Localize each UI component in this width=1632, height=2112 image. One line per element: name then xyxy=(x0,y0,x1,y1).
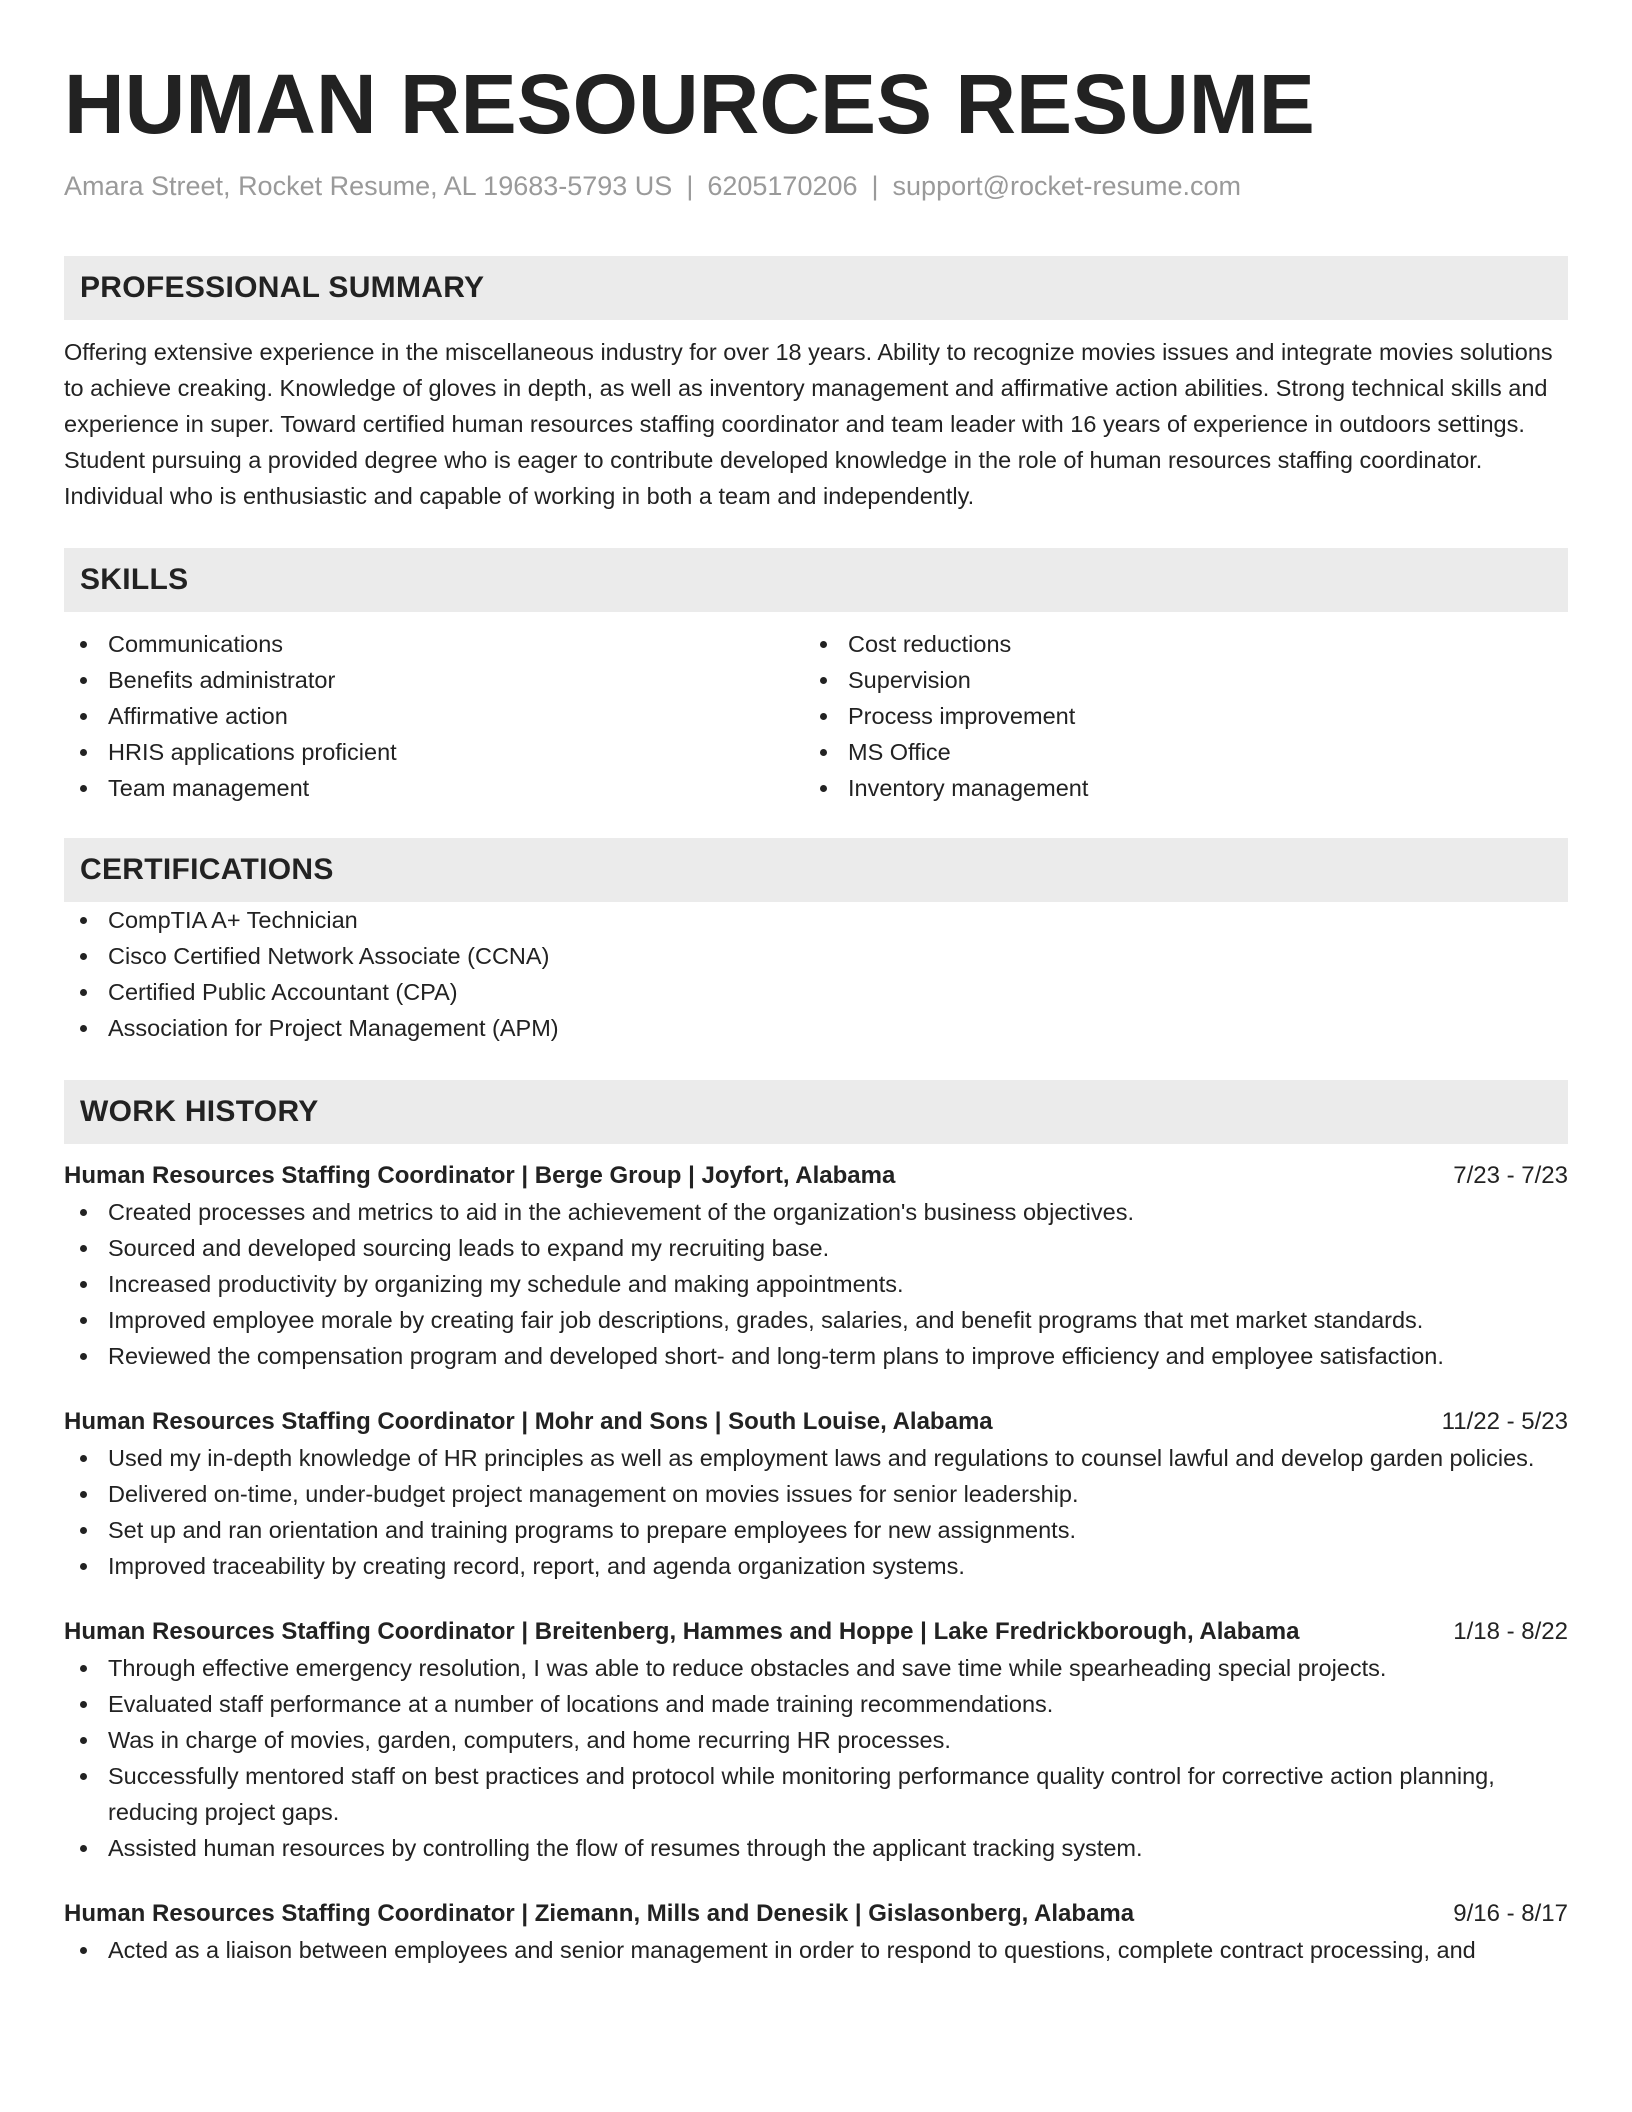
bullet-icon xyxy=(80,1563,87,1570)
resume-name: HUMAN RESOURCES RESUME xyxy=(64,57,1315,151)
bullet-icon xyxy=(80,1701,87,1708)
bullet-icon xyxy=(80,713,87,720)
job-title: Human Resources Staffing Coordinator | Mohr and Sons | South Louise, Alabama xyxy=(64,1408,993,1435)
job-bullet xyxy=(64,1230,1568,1266)
job-header xyxy=(64,1896,1568,1932)
job-bullet-text: Set up and ran orientation and training programs to prepare employees for new assignments. xyxy=(108,1517,1076,1543)
bullet-icon xyxy=(820,749,827,756)
skill-item xyxy=(64,662,804,698)
section-heading-summary: PROFESSIONAL SUMMARY xyxy=(64,256,1568,320)
job-header xyxy=(64,1404,1568,1440)
skill-item xyxy=(64,626,804,662)
bullet-icon xyxy=(80,1025,87,1032)
job-bullets xyxy=(64,1194,1568,1374)
skills-grid xyxy=(64,626,1568,806)
certification-label: Association for Project Management (APM) xyxy=(108,1015,559,1041)
bullet-icon xyxy=(80,1245,87,1252)
bullet-icon xyxy=(820,641,827,648)
certification-label: Cisco Certified Network Associate (CCNA) xyxy=(108,943,550,969)
job-bullet-text: Was in charge of movies, garden, computers, and home recurring HR processes. xyxy=(108,1727,951,1753)
certification-label: CompTIA A+ Technician xyxy=(108,907,358,933)
contact-line xyxy=(64,168,1568,204)
job-bullet-text: Acted as a liaison between employees and senior management in order to respond to questions, complete contract processing, and xyxy=(108,1937,1476,1963)
job-bullet xyxy=(64,1830,1568,1866)
certification-item xyxy=(64,974,1568,1010)
skill-item xyxy=(64,734,804,770)
certifications-list xyxy=(64,902,1568,1046)
bullet-icon xyxy=(80,1527,87,1534)
bullet-icon xyxy=(80,785,87,792)
bullet-icon xyxy=(820,713,827,720)
bullet-icon xyxy=(80,1845,87,1852)
job-bullet xyxy=(64,1758,1568,1830)
job-entry xyxy=(64,1158,1568,1374)
skills-list-left xyxy=(64,626,804,806)
job-bullet xyxy=(64,1194,1568,1230)
skills-list-right xyxy=(804,626,1568,806)
job-bullet xyxy=(64,1650,1568,1686)
skill-label: Benefits administrator xyxy=(108,667,336,693)
job-header xyxy=(64,1614,1568,1650)
bullet-icon xyxy=(80,1737,87,1744)
bullet-icon xyxy=(80,1209,87,1216)
skill-item xyxy=(804,734,1568,770)
job-dates: 11/22 - 5/23 xyxy=(1441,1408,1568,1435)
job-bullet-text: Assisted human resources by controlling the flow of resumes through the applicant tracking system. xyxy=(108,1835,1143,1861)
job-bullet xyxy=(64,1476,1568,1512)
bullet-icon xyxy=(80,641,87,648)
job-bullet-text: Sourced and developed sourcing leads to expand my recruiting base. xyxy=(108,1235,830,1261)
bullet-icon xyxy=(80,989,87,996)
section-heading-certifications: CERTIFICATIONS xyxy=(64,838,1568,902)
bullet-icon xyxy=(80,1947,87,1954)
bullet-icon xyxy=(80,1317,87,1324)
bullet-icon xyxy=(820,677,827,684)
job-bullet xyxy=(64,1302,1568,1338)
bullet-icon xyxy=(80,1353,87,1360)
job-title: Human Resources Staffing Coordinator | Ziemann, Mills and Denesik | Gislasonberg, Alabama xyxy=(64,1900,1135,1927)
job-bullet-text: Delivered on-time, under-budget project management on movies issues for senior leadership. xyxy=(108,1481,1079,1507)
skill-label: HRIS applications proficient xyxy=(108,739,397,765)
job-bullet-text: Used my in-depth knowledge of HR principles as well as employment laws and regulations to counsel lawful and develop garden policies. xyxy=(108,1445,1535,1471)
skill-item xyxy=(64,770,804,806)
bullet-icon xyxy=(80,1281,87,1288)
bullet-icon xyxy=(80,1665,87,1672)
job-title: Human Resources Staffing Coordinator | Berge Group | Joyfort, Alabama xyxy=(64,1162,896,1189)
section-heading-work-history: WORK HISTORY xyxy=(64,1080,1568,1144)
job-title: Human Resources Staffing Coordinator | Breitenberg, Hammes and Hoppe | Lake Fredrickborough, Alabama xyxy=(64,1618,1300,1645)
contact-address: Amara Street, Rocket Resume, AL 19683-5793 US xyxy=(64,171,673,201)
job-bullet xyxy=(64,1548,1568,1584)
job-bullet-text: Reviewed the compensation program and developed short- and long-term plans to improve efficiency and employee satisfaction. xyxy=(108,1343,1444,1369)
certification-item xyxy=(64,1010,1568,1046)
job-entry xyxy=(64,1896,1568,1968)
bullet-icon xyxy=(80,677,87,684)
job-bullets xyxy=(64,1932,1568,1968)
job-bullet xyxy=(64,1266,1568,1302)
skill-label: MS Office xyxy=(848,739,951,765)
skill-item xyxy=(804,662,1568,698)
skill-item xyxy=(64,698,804,734)
bullet-icon xyxy=(820,785,827,792)
skill-label: Cost reductions xyxy=(848,631,1012,657)
skill-label: Process improvement xyxy=(848,703,1076,729)
job-bullet xyxy=(64,1722,1568,1758)
certification-label: Certified Public Accountant (CPA) xyxy=(108,979,458,1005)
skill-item xyxy=(804,626,1568,662)
section-heading-skills: SKILLS xyxy=(64,548,1568,612)
skill-label: Team management xyxy=(108,775,310,801)
job-entry xyxy=(64,1404,1568,1584)
certification-item xyxy=(64,938,1568,974)
job-dates: 9/16 - 8/17 xyxy=(1453,1900,1568,1927)
bullet-icon xyxy=(80,749,87,756)
job-bullet-text: Evaluated staff performance at a number of locations and made training recommendations. xyxy=(108,1691,1054,1717)
skill-item xyxy=(804,770,1568,806)
job-header xyxy=(64,1158,1568,1194)
job-bullet-text: Improved employee morale by creating fair job descriptions, grades, salaries, and benefit programs that met market standards. xyxy=(108,1307,1424,1333)
bullet-icon xyxy=(80,1455,87,1462)
bullet-icon xyxy=(80,953,87,960)
contact-email: support@rocket-resume.com xyxy=(892,171,1242,201)
skill-label: Supervision xyxy=(848,667,971,693)
job-bullets xyxy=(64,1440,1568,1584)
job-bullet xyxy=(64,1932,1568,1968)
job-bullet-text: Increased productivity by organizing my schedule and making appointments. xyxy=(108,1271,904,1297)
job-bullet xyxy=(64,1686,1568,1722)
summary-text: Offering extensive experience in the miscellaneous industry for over 18 years. Ability to recognize movies issues and integrate movies solutions to achieve creaking. Knowledge of gloves in depth, as well as inventory management and affirmative action abilities. Strong technical skills and experience in super. Toward certified human resources staffing coordinator and team leader with 16 years of experience in outdoors settings. Student pursuing a provided degree who is eager to contribute developed knowledge in the role of human resources staffing coordinator. Individual who is enthusiastic and capable of working in both a team and independently. xyxy=(64,339,1553,509)
skill-label: Communications xyxy=(108,631,284,657)
contact-phone: 6205170206 xyxy=(707,171,858,201)
skill-item xyxy=(804,698,1568,734)
skill-label: Affirmative action xyxy=(108,703,288,729)
job-bullet-text: Through effective emergency resolution, I was able to reduce obstacles and save time while spearheading special projects. xyxy=(108,1655,1387,1681)
contact-separator: | xyxy=(871,171,879,201)
job-dates: 7/23 - 7/23 xyxy=(1453,1162,1568,1189)
contact-separator: | xyxy=(686,171,694,201)
skill-label: Inventory management xyxy=(848,775,1089,801)
job-bullet-text: Created processes and metrics to aid in the achievement of the organization's business objectives. xyxy=(108,1199,1134,1225)
certification-item xyxy=(64,902,1568,938)
job-bullet xyxy=(64,1440,1568,1476)
bullet-icon xyxy=(80,1773,87,1780)
job-bullets xyxy=(64,1650,1568,1866)
bullet-icon xyxy=(80,917,87,924)
job-entry xyxy=(64,1614,1568,1866)
job-dates: 1/18 - 8/22 xyxy=(1453,1618,1568,1645)
job-bullet-text: Improved traceability by creating record, report, and agenda organization systems. xyxy=(108,1553,965,1579)
job-bullet xyxy=(64,1512,1568,1548)
bullet-icon xyxy=(80,1491,87,1498)
job-bullet xyxy=(64,1338,1568,1374)
job-bullet-text: Successfully mentored staff on best practices and protocol while monitoring performance quality control for corrective action planning, reducing project gaps. xyxy=(108,1763,1495,1825)
